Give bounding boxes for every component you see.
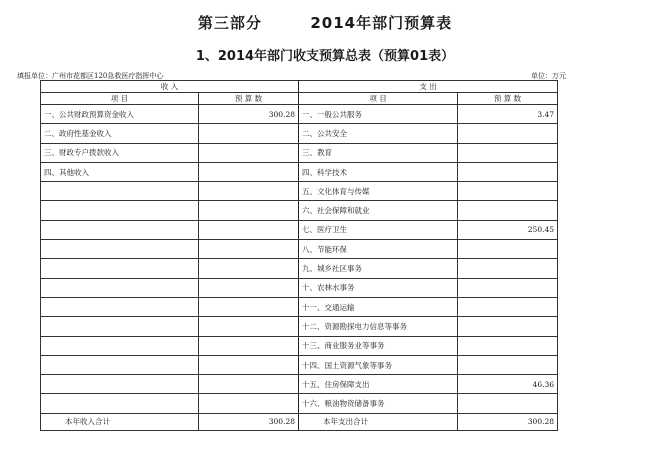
expense-item-cell: 三、教育 — [299, 143, 458, 162]
income-item-cell — [41, 278, 199, 297]
expense-total-label: 本年支出合计 — [299, 413, 458, 430]
income-item-cell — [41, 297, 199, 316]
income-item-cell — [41, 336, 199, 355]
expense-value-cell — [458, 259, 558, 278]
expense-item-cell: 七、医疗卫生 — [299, 220, 458, 239]
part-label: 第三部分 — [197, 14, 262, 32]
income-item-cell — [41, 394, 199, 413]
income-value-cell — [199, 162, 299, 181]
table-body — [41, 105, 558, 414]
table-title: 1、2014年部门收支预算总表（预算01表） — [195, 49, 455, 64]
expense-item-cell: 八、节能环保 — [299, 240, 458, 259]
income-total-value: 300.28 — [199, 413, 299, 430]
expense-item-cell: 九、城乡社区事务 — [299, 259, 458, 278]
income-item-cell — [41, 259, 199, 278]
expense-value-cell — [458, 162, 558, 181]
expense-value-cell: 250.45 — [458, 220, 558, 239]
column-header-row — [41, 93, 558, 105]
income-value-cell — [199, 336, 299, 355]
expense-value-cell — [458, 124, 558, 143]
table-row — [41, 317, 558, 336]
table-row — [41, 355, 558, 374]
income-item-col-header: 项 目 — [41, 93, 199, 105]
table-row — [41, 105, 558, 124]
income-value-cell — [199, 297, 299, 316]
expense-item-cell: 四、科学技术 — [299, 162, 458, 181]
total-row — [41, 413, 558, 430]
expense-value-cell — [458, 201, 558, 220]
expense-value-cell — [458, 336, 558, 355]
expense-value-cell — [458, 182, 558, 201]
expense-item-cell: 二、公共安全 — [299, 124, 458, 143]
expense-item-cell: 十三、商业服务业等事务 — [299, 336, 458, 355]
income-value-cell — [199, 394, 299, 413]
income-total-label: 本年收入合计 — [41, 413, 199, 430]
income-value-cell — [199, 355, 299, 374]
section-header-row — [41, 81, 558, 93]
expense-item-cell: 五、文化体育与传媒 — [299, 182, 458, 201]
income-value-cell — [199, 124, 299, 143]
expense-item-cell: 十六、粮油物资储备事务 — [299, 394, 458, 413]
expense-item-cell: 一、一般公共服务 — [299, 105, 458, 124]
expense-item-cell: 六、社会保障和就业 — [299, 201, 458, 220]
income-value-cell — [199, 259, 299, 278]
expense-section-header: 支 出 — [299, 81, 558, 93]
budget-summary-table — [40, 80, 558, 431]
income-value-cell — [199, 201, 299, 220]
income-item-cell — [41, 375, 199, 394]
expense-item-cell: 十二、资源勘探电力信息等事务 — [299, 317, 458, 336]
expense-value-cell — [458, 355, 558, 374]
income-value-cell — [199, 240, 299, 259]
expense-budget-col-header: 预 算 数 — [458, 93, 558, 105]
income-value-cell — [199, 317, 299, 336]
table-row — [41, 240, 558, 259]
expense-value-cell: 46.36 — [458, 375, 558, 394]
expense-item-cell: 十四、国土资源气象等事务 — [299, 355, 458, 374]
part-name: 2014年部门预算表 — [310, 14, 453, 32]
expense-total-value: 300.28 — [458, 413, 558, 430]
income-item-cell — [41, 355, 199, 374]
table-row — [41, 201, 558, 220]
table-row — [41, 278, 558, 297]
income-section-header: 收 入 — [41, 81, 299, 93]
expense-item-col-header: 项 目 — [299, 93, 458, 105]
income-item-cell: 四、其他收入 — [41, 162, 199, 181]
expense-value-cell — [458, 278, 558, 297]
expense-value-cell — [458, 240, 558, 259]
table-row — [41, 336, 558, 355]
income-value-cell — [199, 182, 299, 201]
income-item-cell — [41, 182, 199, 201]
income-value-cell — [199, 220, 299, 239]
expense-value-cell — [458, 143, 558, 162]
income-item-cell: 一、公共财政预算资金收入 — [41, 105, 199, 124]
income-value-cell — [199, 278, 299, 297]
expense-item-cell: 十五、住房保障支出 — [299, 375, 458, 394]
income-value-cell — [199, 143, 299, 162]
page-heading — [0, 12, 650, 33]
table-row — [41, 162, 558, 181]
income-item-cell: 三、财政专户拨款收入 — [41, 143, 199, 162]
expense-value-cell — [458, 394, 558, 413]
reporting-unit: 填报单位：广州市花都区120急救医疗指挥中心 — [17, 72, 164, 80]
expense-value-cell — [458, 317, 558, 336]
income-value-cell — [199, 375, 299, 394]
table-row — [41, 182, 558, 201]
expense-value-cell: 3.47 — [458, 105, 558, 124]
table-row — [41, 394, 558, 413]
table-row — [41, 375, 558, 394]
income-item-cell — [41, 240, 199, 259]
income-value-cell: 300.28 — [199, 105, 299, 124]
table-row — [41, 259, 558, 278]
income-item-cell — [41, 201, 199, 220]
expense-item-cell: 十一、交通运输 — [299, 297, 458, 316]
expense-item-cell: 十、农林水事务 — [299, 278, 458, 297]
table-row — [41, 124, 558, 143]
income-budget-col-header: 预 算 数 — [199, 93, 299, 105]
table-row — [41, 220, 558, 239]
expense-value-cell — [458, 297, 558, 316]
currency-unit: 单位：万元 — [531, 72, 566, 80]
table-row — [41, 143, 558, 162]
income-item-cell — [41, 317, 199, 336]
table-row — [41, 297, 558, 316]
income-item-cell: 二、政府性基金收入 — [41, 124, 199, 143]
income-item-cell — [41, 220, 199, 239]
